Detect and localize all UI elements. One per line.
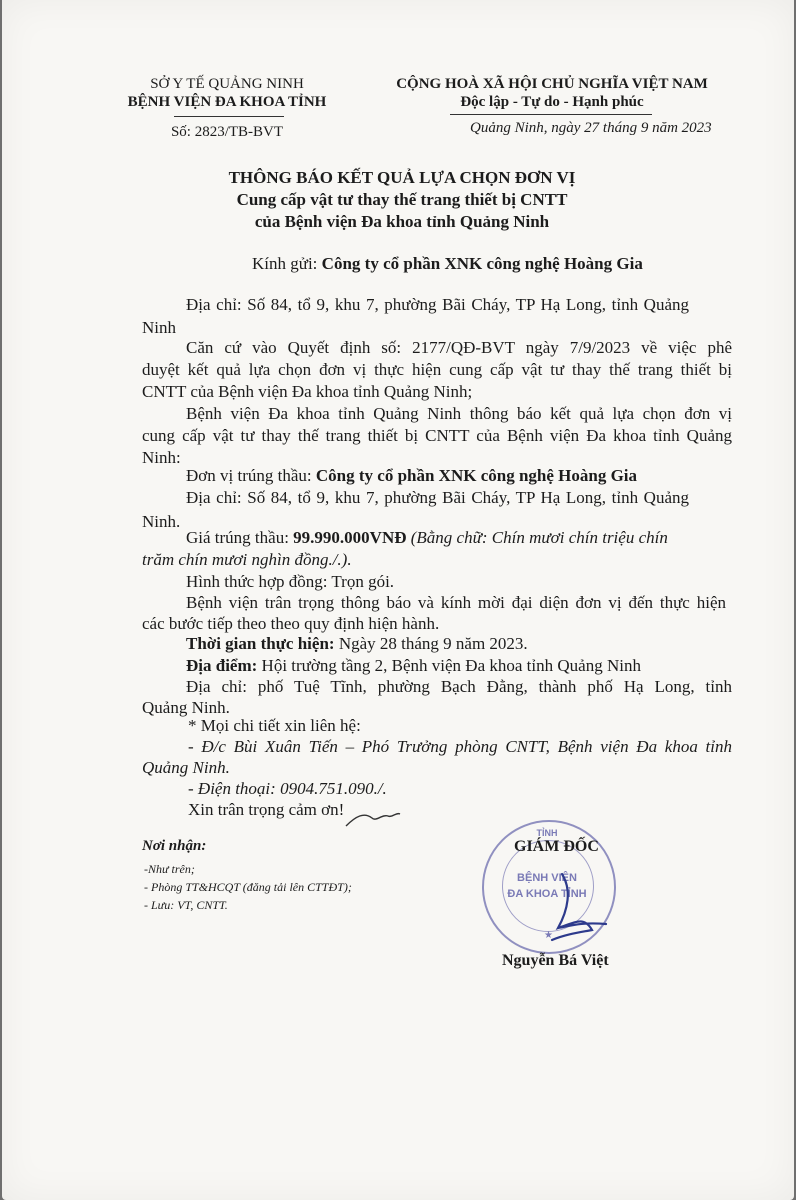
price-value: 99.990.000VNĐ [293, 528, 407, 547]
contact-person-2: Quảng Ninh. [142, 758, 230, 777]
price [186, 528, 668, 548]
invite-line-2: các bước tiếp theo theo quy định hiện hành. [142, 614, 440, 633]
address-1-line-1: Địa chỉ: Số 84, tổ 9, khu 7, phường Bãi Cháy, TP Hạ Long, tỉnh Quảng [186, 295, 689, 314]
org-name: BỆNH VIỆN ĐA KHOA TỈNH [127, 94, 327, 110]
address-3-line-2: Quảng Ninh. [142, 698, 230, 717]
winner-label: Đơn vị trúng thầu: [186, 466, 312, 485]
recipient [252, 254, 643, 274]
contact-person-1: - Đ/c Bùi Xuân Tiến – Phó Trưởng phòng CNTT, Bệnh viện Đa khoa tỉnh [188, 737, 732, 756]
place-date: Quảng Ninh, ngày 27 tháng 9 năm 2023 [470, 120, 712, 136]
initial-mark-icon [342, 802, 402, 832]
address-2-line-1: Địa chỉ: Số 84, tổ 9, khu 7, phường Bãi Cháy, TP Hạ Long, tỉnh Quảng [186, 488, 689, 507]
signatory-name: Nguyễn Bá Việt [502, 952, 609, 969]
contract-type: Hình thức hợp đồng: Trọn gói. [186, 572, 395, 591]
time [186, 634, 528, 654]
venue [186, 656, 641, 676]
stamp-line-1: BỆNH VIỆN [517, 872, 577, 884]
basis-line-1: Căn cứ vào Quyết định số: 2177/QĐ-BVT ngày 7/9/2023 về việc phê [186, 338, 732, 357]
notice-line-1: Bệnh viện Đa khoa tỉnh Quảng Ninh thông báo kết quả lựa chọn đơn vị [186, 404, 732, 423]
recipients-item-1: -Như trên; [144, 862, 195, 876]
venue-value: Hội trường tầng 2, Bệnh viện Đa khoa tỉnh Quảng Ninh [261, 656, 641, 675]
winner-name: Công ty cổ phần XNK công nghệ Hoàng Gia [315, 466, 638, 485]
doc-title: THÔNG BÁO KẾT QUẢ LỰA CHỌN ĐƠN VỊ [228, 168, 576, 187]
contact-phone: - Điện thoại: 0904.751.090./. [188, 779, 387, 798]
recipient-prefix: Kính gửi: [252, 254, 318, 273]
country-name: CỘNG HOÀ XÃ HỘI CHỦ NGHĨA VIỆT NAM [396, 76, 708, 92]
price-label: Giá trúng thầu: [186, 528, 289, 547]
stamp-star-icon: ★ [544, 930, 553, 941]
price-words-2: trăm chín mươi nghìn đồng./.). [142, 550, 352, 569]
notice-line-2: cung cấp vật tư thay thế trang thiết bị CNTT của Bệnh viện Đa khoa tỉnh Quảng [142, 426, 732, 445]
winner [186, 466, 637, 486]
thanks: Xin trân trọng cảm ơn! [188, 800, 345, 819]
doc-number: Số: 2823/TB-BVT [170, 124, 284, 140]
signatory-title: GIÁM ĐỐC [514, 838, 599, 855]
invite-line-1: Bệnh viện trân trọng thông báo và kính mời đại diện đơn vị đến thực hiện [186, 593, 726, 612]
stamp-top-text: TỈNH [536, 828, 558, 838]
doc-subtitle-1: Cung cấp vật tư thay thế trang thiết bị CNTT [236, 190, 568, 209]
basis-line-3: CNTT của Bệnh viện Đa khoa tỉnh Quảng Ninh; [142, 382, 473, 401]
time-label: Thời gian thực hiện: [186, 634, 335, 653]
venue-label: Địa điểm: [186, 656, 258, 675]
price-words-1: (Bằng chữ: Chín mươi chín triệu chín [410, 528, 668, 547]
contact-intro: * Mọi chi tiết xin liên hệ: [188, 716, 361, 735]
doc-subtitle-2: của Bệnh viện Đa khoa tỉnh Quảng Ninh [254, 212, 550, 231]
org-parent: SỞ Y TẾ QUẢNG NINH [150, 76, 304, 92]
recipients-item-3: - Lưu: VT, CNTT. [144, 898, 228, 912]
recipient-name: Công ty cổ phần XNK công nghệ Hoàng Gia [321, 254, 643, 273]
basis-line-2: duyệt kết quả lựa chọn đơn vị thực hiện cung cấp vật tư thay thế trang thiết bị [142, 360, 732, 379]
motto: Độc lập - Tự do - Hạnh phúc [460, 94, 644, 110]
address-2-line-2: Ninh. [142, 512, 181, 531]
time-value: Ngày 28 tháng 9 năm 2023. [338, 634, 528, 653]
address-1-line-2: Ninh [142, 318, 176, 337]
stamp-line-2: ĐA KHOA TỈNH [507, 888, 587, 900]
address-3-line-1: Địa chỉ: phố Tuệ Tĩnh, phường Bạch Đằng, thành phố Hạ Long, tỉnh [186, 677, 732, 696]
notice-line-3: Ninh: [142, 448, 181, 467]
handwritten-signature-icon [522, 870, 612, 945]
org-underline [174, 116, 284, 117]
recipients-heading: Nơi nhận: [142, 838, 207, 854]
document-page [2, 0, 794, 1200]
recipients-item-2: - Phòng TT&HCQT (đăng tải lên CTTĐT); [144, 880, 352, 894]
motto-underline [450, 114, 652, 115]
